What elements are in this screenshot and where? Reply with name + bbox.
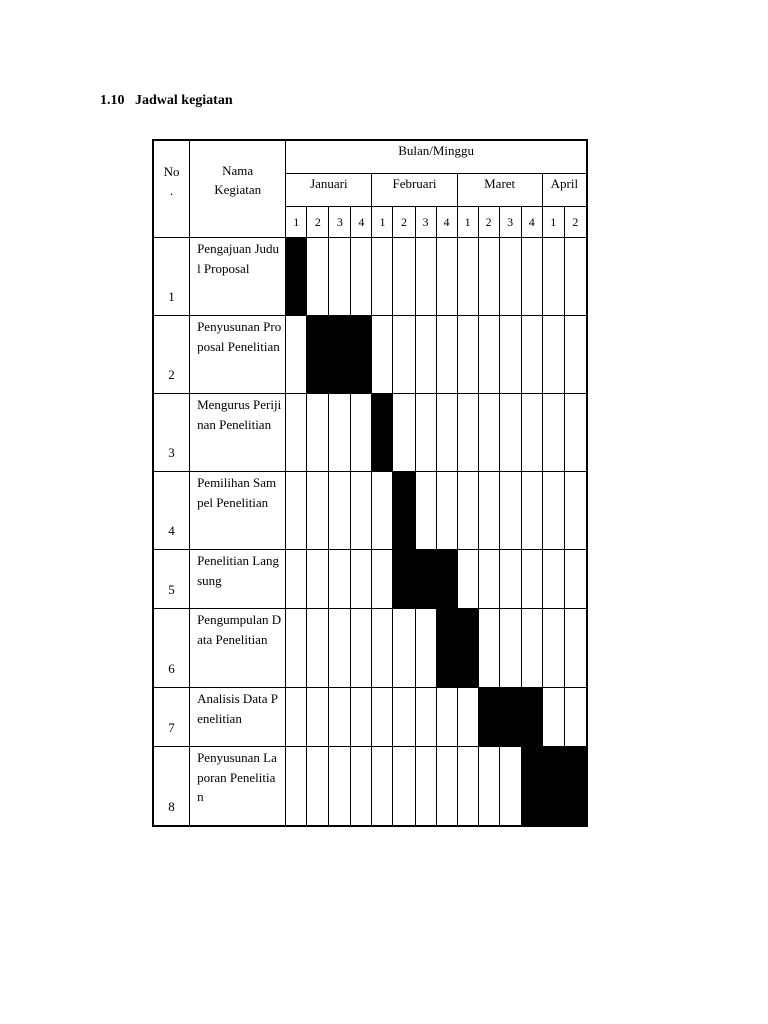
activity-number: 3 (154, 394, 190, 472)
schedule-cell-empty (457, 316, 478, 394)
schedule-cell-empty (372, 238, 393, 316)
schedule-cell-empty (542, 394, 564, 472)
schedule-cell-filled (329, 316, 351, 394)
schedule-cell-filled (478, 688, 499, 747)
schedule-cell-empty (307, 550, 329, 609)
schedule-cell-empty (351, 238, 372, 316)
schedule-cell-empty (286, 688, 307, 747)
header-month: Maret (457, 174, 542, 207)
schedule-cell-empty (564, 238, 586, 316)
schedule-cell-filled (564, 747, 586, 826)
schedule-cell-filled (286, 238, 307, 316)
schedule-cell-empty (286, 316, 307, 394)
schedule-cell-filled (307, 316, 329, 394)
schedule-cell-empty (351, 747, 372, 826)
schedule-cell-empty (415, 472, 436, 550)
schedule-cell-empty (564, 394, 586, 472)
schedule-cell-empty (393, 316, 415, 394)
schedule-cell-empty (286, 609, 307, 688)
schedule-cell-empty (521, 238, 542, 316)
schedule-cell-empty (329, 550, 351, 609)
header-no: No . (154, 141, 190, 238)
header-week: 3 (329, 207, 351, 238)
schedule-cell-empty (351, 472, 372, 550)
header-week: 2 (478, 207, 499, 238)
schedule-cell-empty (542, 550, 564, 609)
schedule-cell-empty (499, 238, 521, 316)
schedule-cell-empty (286, 550, 307, 609)
activity-name: Pengajuan Judul Proposal (190, 238, 286, 316)
schedule-cell-empty (478, 747, 499, 826)
header-week: 4 (351, 207, 372, 238)
schedule-cell-empty (457, 472, 478, 550)
activity-row (154, 394, 587, 472)
schedule-cell-empty (393, 394, 415, 472)
schedule-cell-empty (329, 747, 351, 826)
schedule-cell-empty (415, 609, 436, 688)
schedule-cell-filled (436, 550, 457, 609)
schedule-cell-empty (415, 688, 436, 747)
schedule-cell-empty (499, 747, 521, 826)
activity-name: Analisis Data Penelitian (190, 688, 286, 747)
header-row-period (154, 141, 587, 174)
schedule-cell-empty (564, 550, 586, 609)
activity-number: 7 (154, 688, 190, 747)
schedule-cell-empty (329, 472, 351, 550)
header-week: 1 (542, 207, 564, 238)
schedule-cell-filled (415, 550, 436, 609)
schedule-cell-empty (564, 688, 586, 747)
header-month-week: Bulan/Minggu (286, 141, 587, 174)
schedule-cell-empty (307, 747, 329, 826)
activity-name: Pengumpulan Data Penelitian (190, 609, 286, 688)
activity-name: Penelitian Langsung (190, 550, 286, 609)
schedule-cell-filled (351, 316, 372, 394)
schedule-cell-empty (457, 688, 478, 747)
header-month: Januari (286, 174, 372, 207)
schedule-cell-empty (478, 394, 499, 472)
schedule-cell-empty (393, 688, 415, 747)
section-heading: 1.10 Jadwal kegiatan (100, 93, 233, 108)
schedule-cell-empty (478, 472, 499, 550)
schedule-cell-empty (307, 238, 329, 316)
activity-row (154, 238, 587, 316)
schedule-cell-empty (499, 316, 521, 394)
schedule-cell-empty (457, 394, 478, 472)
header-week: 3 (499, 207, 521, 238)
schedule-cell-empty (478, 550, 499, 609)
schedule-cell-empty (329, 238, 351, 316)
activity-number: 1 (154, 238, 190, 316)
schedule-cell-empty (307, 394, 329, 472)
activity-number: 5 (154, 550, 190, 609)
schedule-cell-empty (436, 747, 457, 826)
header-week: 3 (415, 207, 436, 238)
schedule-cell-empty (542, 609, 564, 688)
schedule-table (153, 140, 587, 826)
schedule-cell-empty (351, 394, 372, 472)
schedule-cell-empty (499, 609, 521, 688)
header-activity-name: Nama Kegiatan (190, 141, 286, 238)
schedule-cell-filled (521, 747, 542, 826)
schedule-cell-empty (415, 747, 436, 826)
header-week: 1 (457, 207, 478, 238)
schedule-cell-empty (372, 747, 393, 826)
schedule-cell-empty (436, 394, 457, 472)
activity-name: Mengurus Perijinan Penelitian (190, 394, 286, 472)
activity-row (154, 472, 587, 550)
schedule-cell-empty (329, 609, 351, 688)
header-week: 1 (372, 207, 393, 238)
schedule-cell-empty (415, 238, 436, 316)
header-week: 2 (307, 207, 329, 238)
schedule-cell-empty (521, 394, 542, 472)
activity-number: 6 (154, 609, 190, 688)
schedule-cell-empty (286, 472, 307, 550)
schedule-cell-empty (436, 316, 457, 394)
schedule-cell-empty (372, 609, 393, 688)
schedule-cell-empty (499, 394, 521, 472)
schedule-cell-empty (542, 472, 564, 550)
schedule-cell-empty (542, 316, 564, 394)
schedule-cell-empty (329, 688, 351, 747)
schedule-cell-empty (521, 316, 542, 394)
schedule-cell-empty (499, 472, 521, 550)
schedule-cell-empty (499, 550, 521, 609)
schedule-cell-empty (436, 688, 457, 747)
schedule-cell-filled (521, 688, 542, 747)
schedule-cell-empty (542, 238, 564, 316)
schedule-cell-empty (393, 609, 415, 688)
activity-row (154, 747, 587, 826)
schedule-cell-empty (564, 316, 586, 394)
header-week: 4 (521, 207, 542, 238)
schedule-cell-empty (521, 472, 542, 550)
schedule-cell-empty (478, 609, 499, 688)
activity-row (154, 609, 587, 688)
schedule-cell-empty (372, 550, 393, 609)
schedule-cell-empty (564, 472, 586, 550)
schedule-cell-empty (393, 747, 415, 826)
activity-name: Pemilihan Sampel Penelitian (190, 472, 286, 550)
schedule-cell-empty (457, 550, 478, 609)
schedule-cell-filled (393, 472, 415, 550)
schedule-cell-empty (415, 394, 436, 472)
schedule-cell-empty (307, 472, 329, 550)
header-week: 2 (564, 207, 586, 238)
schedule-cell-empty (351, 609, 372, 688)
schedule-cell-empty (457, 747, 478, 826)
schedule-cell-empty (351, 688, 372, 747)
schedule-cell-empty (329, 394, 351, 472)
header-week: 1 (286, 207, 307, 238)
schedule-cell-empty (521, 609, 542, 688)
schedule-cell-empty (521, 550, 542, 609)
header-month: April (542, 174, 586, 207)
activity-row (154, 688, 587, 747)
schedule-cell-empty (436, 238, 457, 316)
activity-row (154, 550, 587, 609)
schedule-cell-empty (393, 238, 415, 316)
schedule-cell-empty (307, 688, 329, 747)
header-week: 4 (436, 207, 457, 238)
schedule-cell-empty (478, 316, 499, 394)
schedule-cell-empty (415, 316, 436, 394)
schedule-cell-empty (372, 316, 393, 394)
schedule-cell-filled (436, 609, 457, 688)
schedule-cell-empty (286, 747, 307, 826)
schedule-cell-empty (457, 238, 478, 316)
schedule-cell-empty (307, 609, 329, 688)
activity-name: Penyusunan Proposal Penelitian (190, 316, 286, 394)
activity-number: 2 (154, 316, 190, 394)
header-week: 2 (393, 207, 415, 238)
schedule-cell-empty (372, 472, 393, 550)
schedule-cell-empty (478, 238, 499, 316)
header-month: Februari (372, 174, 457, 207)
activity-name: Penyusunan Laporan Penelitian (190, 747, 286, 826)
schedule-cell-filled (372, 394, 393, 472)
schedule-cell-empty (286, 394, 307, 472)
activity-number: 4 (154, 472, 190, 550)
schedule-cell-filled (542, 747, 564, 826)
schedule-cell-filled (393, 550, 415, 609)
schedule-cell-empty (564, 609, 586, 688)
schedule-cell-filled (499, 688, 521, 747)
schedule-cell-filled (457, 609, 478, 688)
schedule-cell-empty (436, 472, 457, 550)
activity-row (154, 316, 587, 394)
schedule-cell-empty (372, 688, 393, 747)
schedule-cell-empty (351, 550, 372, 609)
schedule-cell-empty (542, 688, 564, 747)
activity-number: 8 (154, 747, 190, 826)
